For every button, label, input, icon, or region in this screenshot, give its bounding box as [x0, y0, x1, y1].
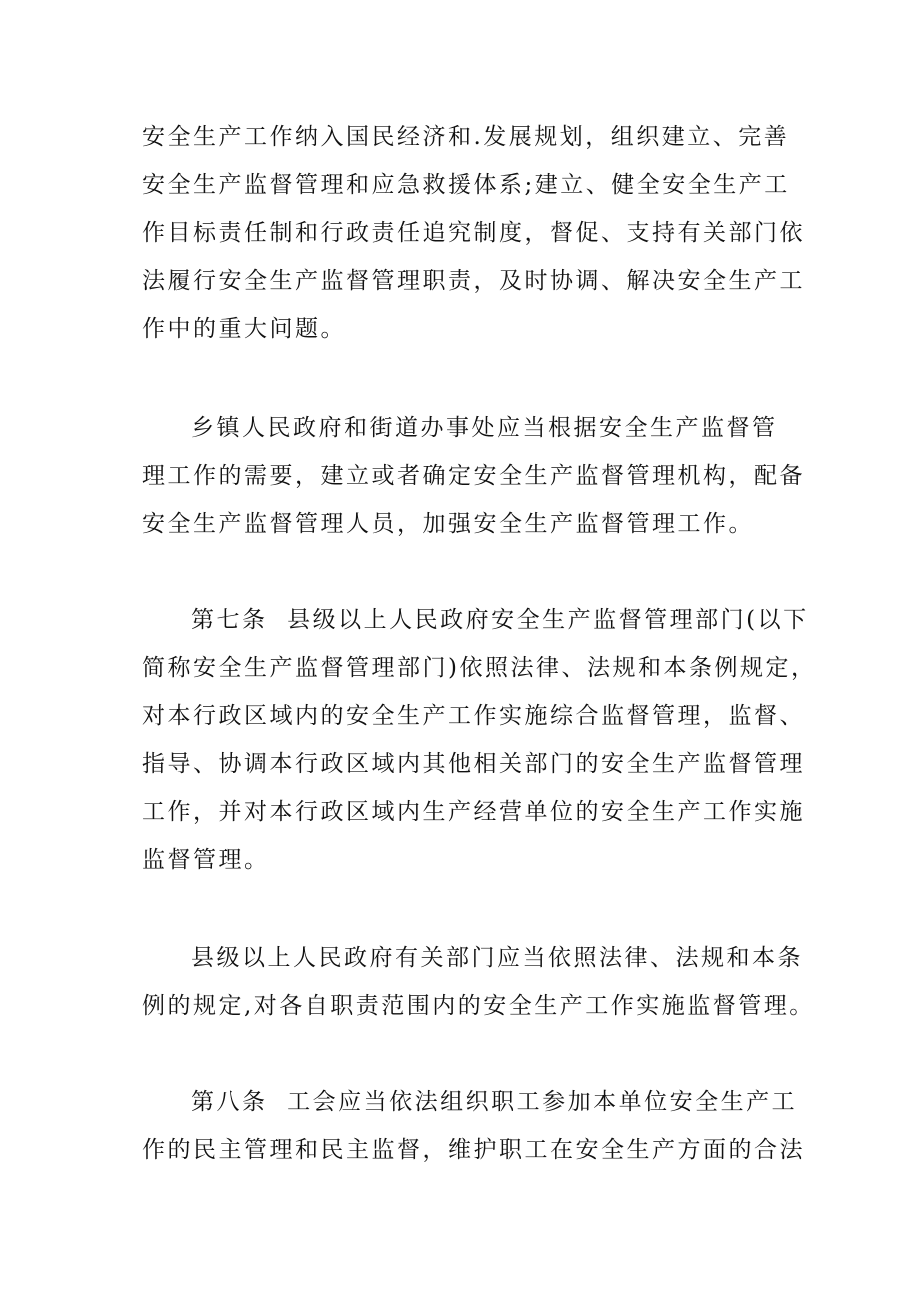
text-line: 第八条 工会应当依法组织职工参加本单位安全生产工	[191, 1089, 798, 1115]
paragraph-1	[142, 113, 805, 353]
article-8-paragraph	[142, 1078, 805, 1174]
text-line: 法履行安全生产监督管理职责，及时协调、解决安全生产工	[142, 268, 805, 294]
text-line: 例的规定,对各自职责范围内的安全生产工作实施监督管理。	[142, 993, 815, 1019]
paragraph-2	[142, 404, 805, 548]
text-line: 作中的重大问题。	[142, 316, 346, 342]
text-line: 乡镇人民政府和街道办事处应当根据安全生产监督管	[191, 415, 778, 441]
text-line: 安全生产监督管理人员，加强安全生产监督管理工作。	[142, 511, 754, 537]
text-line: 指导、协调本行政区域内其他相关部门的安全生产监督管理	[142, 751, 805, 777]
article-7-paragraph	[142, 596, 817, 884]
paragraph-4	[142, 934, 815, 1030]
text-line: 工作，并对本行政区域内生产经营单位的安全生产工作实施	[142, 799, 805, 825]
text-line: 对本行政区域内的安全生产工作实施综合监督管理，监督、	[142, 703, 805, 729]
text-line: 安全生产监督管理和应急救援体系;建立、健全安全生产工	[142, 172, 790, 198]
text-line: 作的民主管理和民主监督，维护职工在安全生产方面的合法	[142, 1137, 805, 1163]
text-line: 简称安全生产监督管理部门)依照法律、法规和本条例规定，	[142, 655, 817, 681]
text-line: 理工作的需要，建立或者确定安全生产监督管理机构，配备	[142, 463, 805, 489]
text-line: 县级以上人民政府有关部门应当依照法律、法规和本条	[191, 945, 803, 971]
text-line: 第七条 县级以上人民政府安全生产监督管理部门(以下	[191, 607, 809, 633]
text-line: 安全生产工作纳入国民经济和.发展规划，组织建立、完善	[142, 124, 790, 150]
text-line: 监督管理。	[142, 847, 270, 873]
text-line: 作目标责任制和行政责任追究制度，督促、支持有关部门依	[142, 220, 805, 246]
